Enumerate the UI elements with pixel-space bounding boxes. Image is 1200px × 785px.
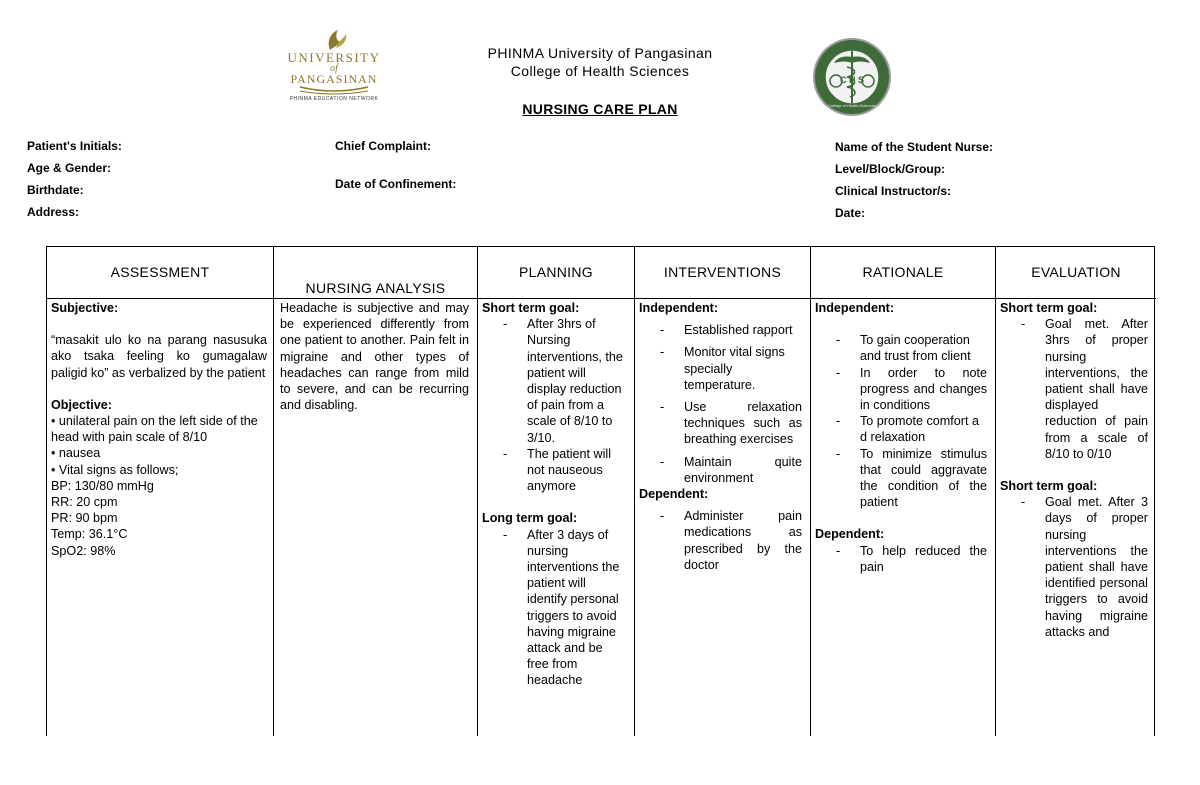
dependent-label: Dependent:: [639, 487, 709, 502]
level-block-label: Level/Block/Group:: [835, 162, 946, 176]
logo-book-icon: [286, 85, 382, 95]
planning-item: - The patient will not nauseous anymore: [482, 446, 626, 495]
care-plan-table: [46, 246, 1155, 736]
age-gender-label: Age & Gender:: [27, 161, 112, 175]
short-term-goal-label: Short term goal:: [1000, 479, 1098, 494]
assessment-content: [51, 300, 267, 559]
college-seal: [812, 37, 892, 117]
assessment-header: ASSESSMENT: [47, 247, 273, 299]
rationale-item: - To minimize stimulus that could aggravate the condition of the patient: [815, 446, 987, 511]
patient-initials-label: Patient's Initials:: [27, 139, 122, 153]
intervention-item: - Administer pain medications as prescribed by the doctor: [639, 508, 802, 573]
objective-item: • nausea: [51, 446, 101, 461]
assessment-column: [47, 247, 274, 736]
planning-item: - After 3hrs of Nursing interventions, the patient will display reduction of pain from a scale of 8/10 to 3/10.: [482, 316, 626, 446]
subjective-quote: “masakit ulo ko na parang nasusuka ako tsaka feeling ko gumagalaw paligid ko” as verbalized by the patient: [51, 333, 267, 380]
vital-sign: RR: 20 cpm: [51, 495, 118, 510]
address-label: Address:: [27, 205, 80, 219]
analysis-text: Headache is subjective and may be experienced differently from one patient to another. Pain felt in migraine and other types of headaches can range from mild to severe, and can be recurring and disabling.: [280, 301, 469, 413]
vital-sign: BP: 130/80 mmHg: [51, 478, 154, 493]
planning-header: PLANNING: [478, 247, 634, 299]
date-confinement-label: Date of Confinement:: [335, 177, 457, 191]
analysis-header: NURSING ANALYSIS: [274, 247, 477, 299]
seal-letters: C H S: [839, 75, 864, 85]
logo-pangasinan-text: PANGASINAN: [290, 72, 378, 86]
logo-network-text: PHINMA EDUCATION NETWORK: [289, 96, 379, 102]
dependent-label: Dependent:: [815, 527, 885, 542]
short-term-goal-label: Short term goal:: [482, 301, 580, 315]
evaluation-item: - Goal met. After 3hrs of proper nursing interventions, the patient shall have displayed reduction of pain from a scale of 8/10 to 0/10: [1000, 316, 1148, 462]
intervention-item: - Maintain quite environment: [639, 454, 802, 486]
vital-sign: Temp: 36.1°C: [51, 527, 128, 542]
independent-label: Independent:: [815, 301, 895, 315]
seal-ring-text: College of Health Sciences: [827, 103, 877, 108]
planning-column: [478, 247, 635, 736]
evaluation-item: - Goal met. After 3 days of proper nursing interventions the patient shall have identified personal triggers to avoid having migraine attacks and: [1000, 494, 1148, 640]
rationale-item: - To help reduced the pain: [815, 543, 987, 575]
intervention-item: - Use relaxation techniques such as breathing exercises: [639, 399, 802, 448]
date-label: Date:: [835, 206, 866, 220]
vital-sign: PR: 90 bpm: [51, 511, 118, 526]
objective-label: Objective:: [51, 397, 112, 412]
university-name: PHINMA University of Pangasinan: [487, 45, 713, 61]
intervention-item: - Established rapport: [639, 322, 802, 338]
logo-university-text: UNIVERSITY: [287, 50, 381, 65]
birthdate-label: Birthdate:: [27, 183, 84, 197]
evaluation-header: EVALUATION: [996, 247, 1156, 299]
planning-item: - After 3 days of nursing interventions the patient will identify personal triggers to avoid having migraine attack and be free from headache: [482, 527, 626, 689]
objective-item: • unilateral pain on the left side of the head with pain scale of 8/10: [51, 414, 258, 445]
interventions-content: [639, 300, 802, 573]
evaluation-content: [1000, 300, 1148, 640]
college-name: College of Health Sciences: [510, 63, 690, 79]
rationale-item: - To gain cooperation and trust from client: [815, 332, 987, 364]
short-term-goal-label: Short term goal:: [1000, 301, 1098, 315]
rationale-content: [815, 300, 987, 575]
evaluation-column: [996, 247, 1156, 736]
subjective-label: Subjective:: [51, 301, 119, 315]
intervention-item: - Monitor vital signs specially temperature.: [639, 344, 802, 393]
analysis-column: [274, 247, 478, 736]
planning-content: [482, 300, 626, 689]
interventions-header: INTERVENTIONS: [635, 247, 810, 299]
chief-complaint-label: Chief Complaint:: [335, 139, 431, 153]
independent-label: Independent:: [639, 301, 719, 315]
student-nurse-label: Name of the Student Nurse:: [835, 140, 994, 154]
rationale-header: RATIONALE: [811, 247, 995, 299]
clinical-instructor-label: Clinical Instructor/s:: [835, 184, 952, 198]
objective-item: • Vital signs as follows;: [51, 462, 179, 477]
vital-sign: SpO2: 98%: [51, 543, 116, 558]
rationale-item: - In order to note progress and changes in conditions: [815, 365, 987, 414]
interventions-column: [635, 247, 811, 736]
rationale-column: [811, 247, 996, 736]
page-title: NURSING CARE PLAN: [522, 101, 678, 117]
logo-of-text: of: [330, 63, 338, 74]
long-term-goal-label: Long term goal:: [482, 511, 578, 526]
rationale-item: - To promote comfort a d relaxation: [815, 413, 987, 445]
